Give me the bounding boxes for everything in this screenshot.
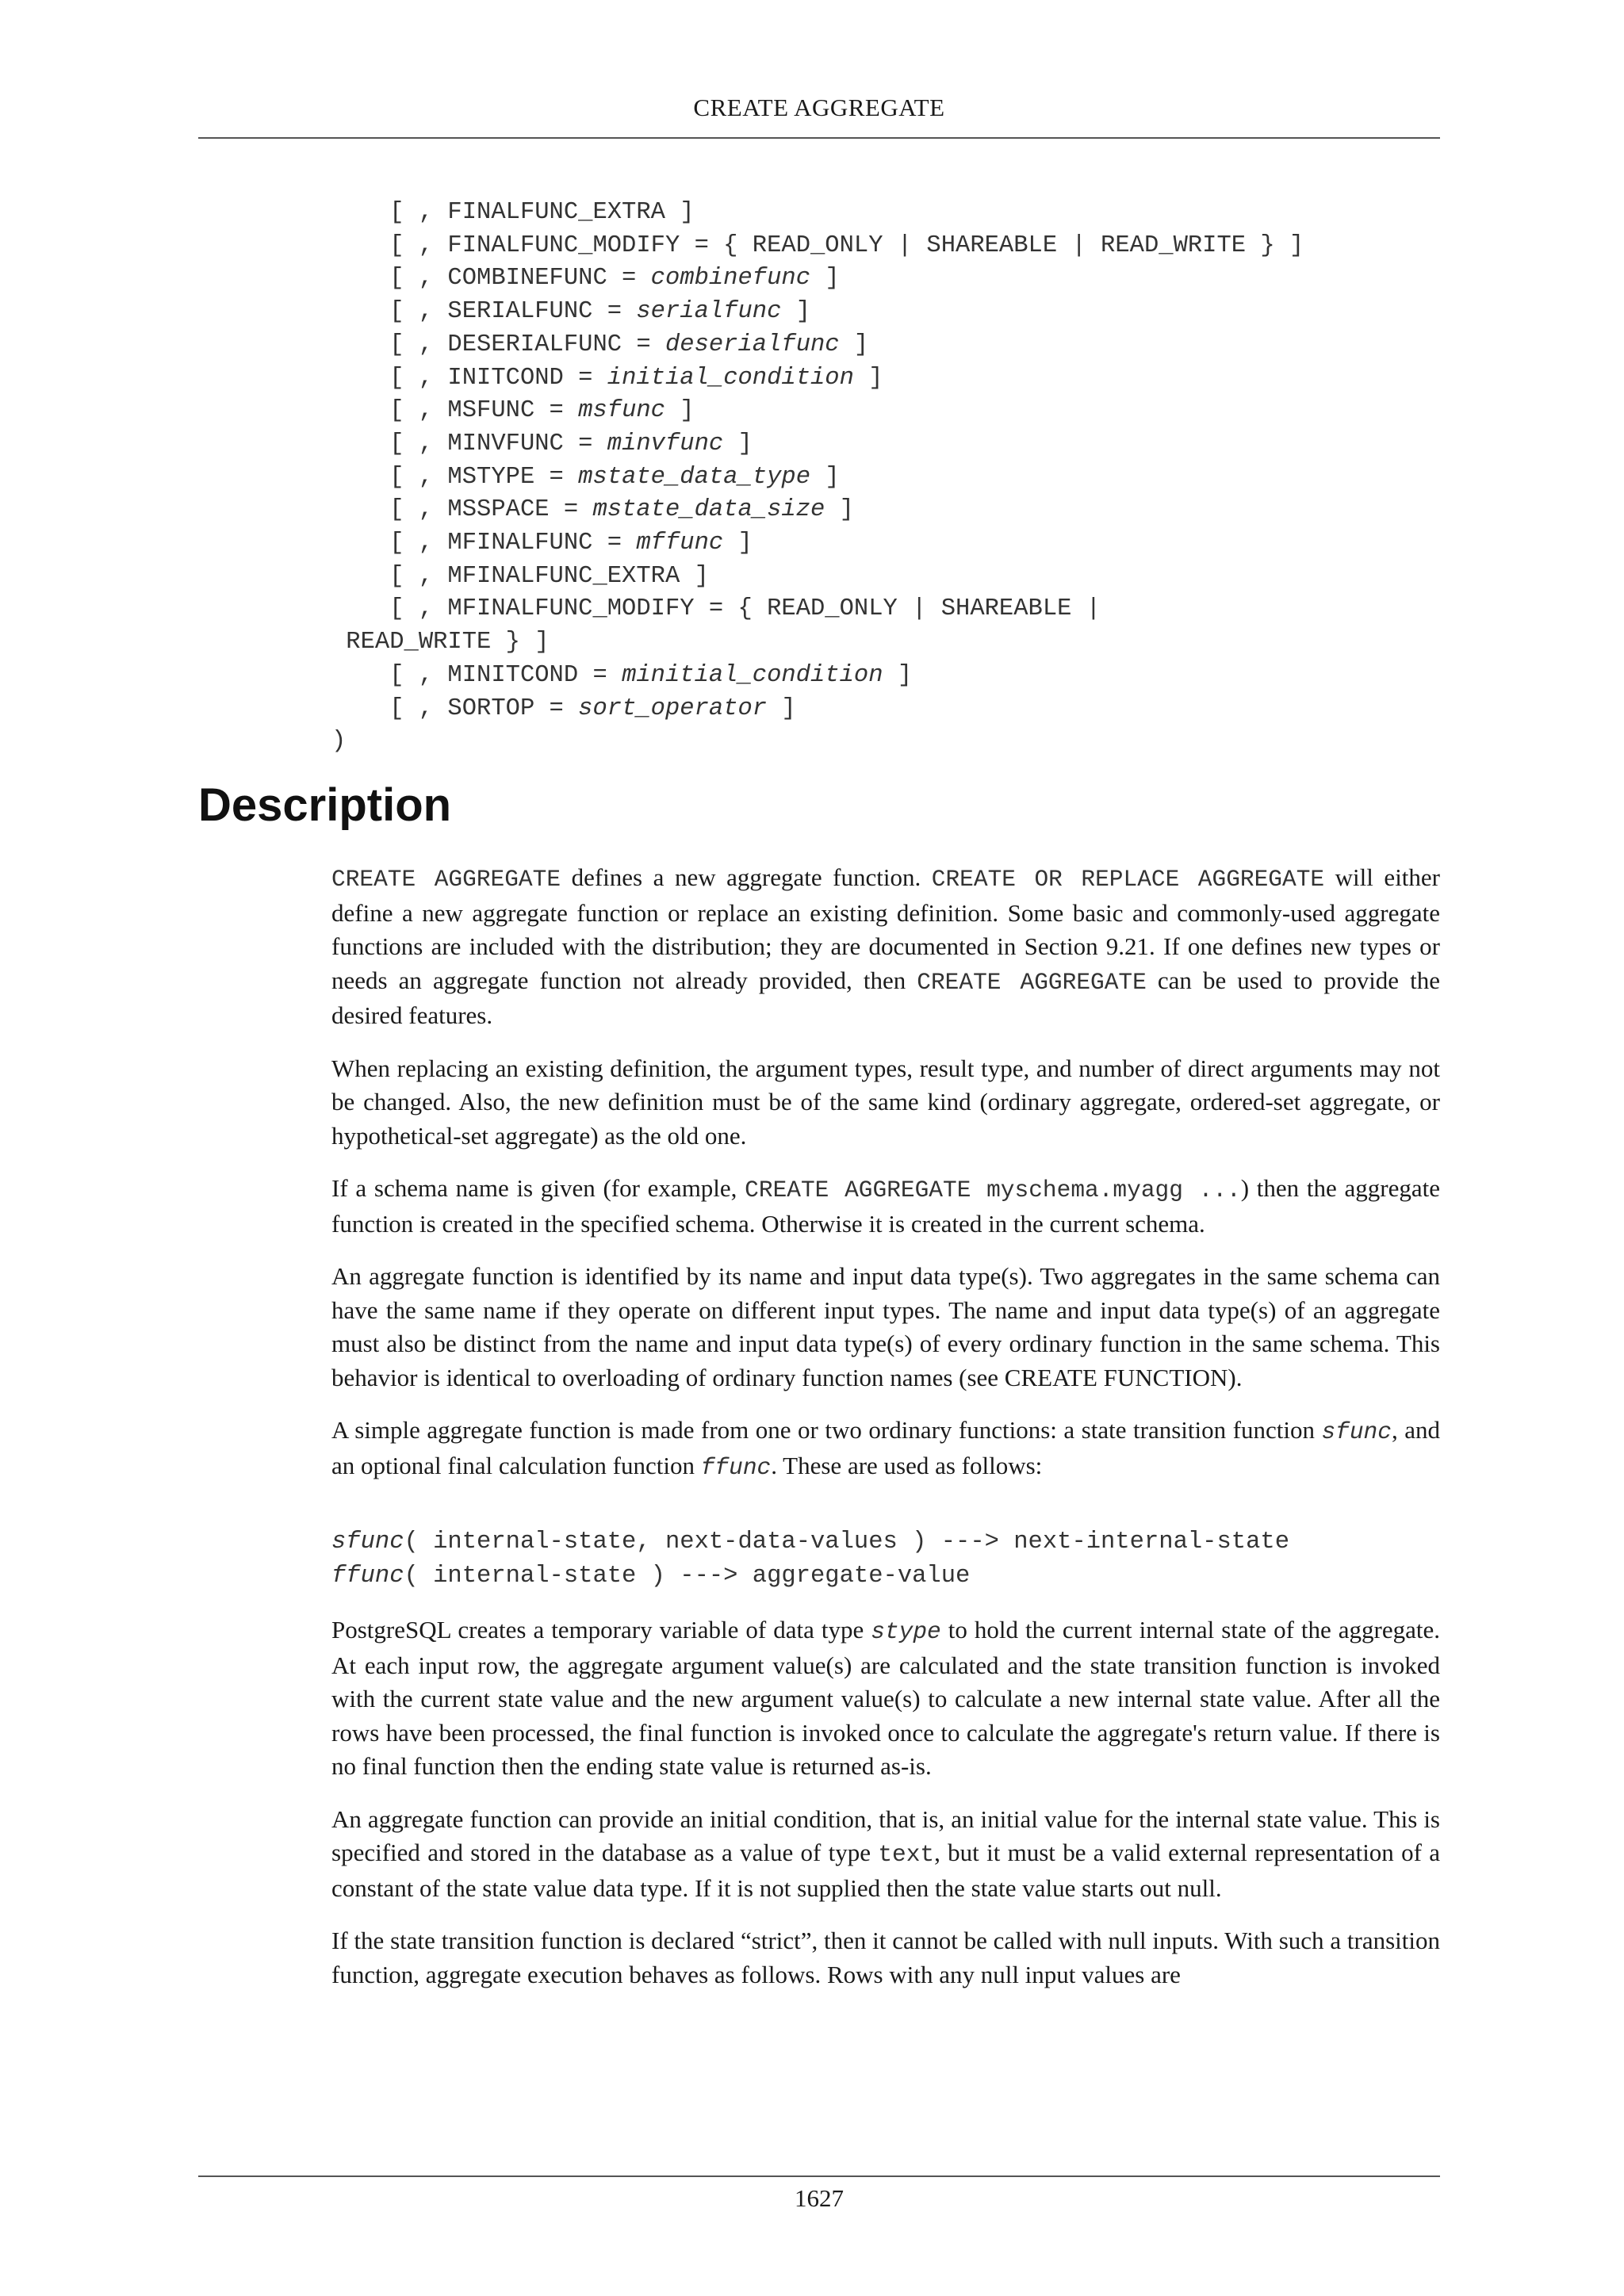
text-run: [ , COMBINEFUNC = [331, 265, 651, 293]
text-run: ] [839, 331, 869, 358]
text-run: [ , MSSPACE = [331, 496, 593, 524]
text-run: ( internal-state, next-data-values ) ---> next-internal-state [404, 1529, 1289, 1556]
inline-code: CREATE AGGREGATE [917, 968, 1147, 996]
paragraph [331, 1613, 1440, 1784]
synopsis-line [331, 265, 840, 292]
text-run: PostgreSQL creates a temporary variable of data type [331, 1616, 871, 1644]
text-run: A simple aggregate function is made from one or two ordinary functions: a state transition function [331, 1416, 1322, 1444]
text-run: ) then the aggregate function is created in the specified schema. Otherwise it is created in the current schema. [331, 1174, 1441, 1238]
footer-rule [198, 2175, 1440, 2177]
text-run: If a schema name is given (for example, [331, 1174, 745, 1202]
synopsis-line [331, 232, 1304, 259]
text-run: [ , FINALFUNC_EXTRA ] [331, 199, 695, 226]
synopsis-line [331, 595, 1101, 622]
running-header: CREATE AGGREGATE [693, 94, 945, 121]
text-run: will either define a new aggregate function or replace an existing definition. Some basic and commonly-used aggregate functions are included with the distribution; they are documented in Section 9.21. If one defines new types or needs an aggregate function not already provided, then [331, 863, 1441, 994]
synopsis-line [331, 728, 346, 755]
text-run: [ , MFINALFUNC = [331, 530, 637, 557]
text-run: ] [853, 364, 883, 392]
inline-code: text [878, 1841, 935, 1868]
synopsis-line [331, 662, 912, 689]
placeholder-term: combinefunc [650, 265, 811, 293]
placeholder-term: sort_operator [578, 695, 768, 722]
text-run: [ , MINITCOND = [331, 661, 622, 689]
text-run: An aggregate function can provide an initial condition, that is, an initial value for the internal state value. This is specified and stored in the database as a value of type [331, 1804, 1440, 1866]
placeholder-term: ffunc [331, 1562, 404, 1590]
text-run: ] [810, 265, 840, 293]
description-body [331, 861, 1440, 2011]
paragraph [331, 1172, 1440, 1241]
paragraph [331, 1414, 1440, 1484]
text-run: ] [723, 530, 753, 557]
synopsis-line [331, 695, 796, 722]
text-run: [ , MSTYPE = [331, 463, 579, 491]
paragraph [331, 1052, 1440, 1154]
text-run: defines a new aggregate function. [561, 863, 932, 891]
text-run: ( internal-state ) ---> aggregate-value [404, 1562, 971, 1590]
placeholder-term: mstate_data_type [578, 463, 811, 491]
synopsis-line [331, 629, 550, 656]
text-run: [ , FINALFUNC_MODIFY = { READ_ONLY | SHAREABLE | READ_WRITE } ] [331, 232, 1304, 259]
inline-code: CREATE AGGREGATE myschema.myagg ... [745, 1177, 1241, 1203]
synopsis-line [331, 365, 883, 392]
text-run: An aggregate function is identified by its name and input data type(s). Two aggregates in the same schema can have the same name if they operate on different input types. The name and input data type(s) of an aggregate must also be distinct from the name and input data type(s) of every ordinary function in the same schema. This behavior is identical to overloading of ordinary function names (see CREATE FUNCTION). [331, 1262, 1440, 1391]
placeholder-term: deserialfunc [665, 331, 840, 358]
synopsis-line [331, 430, 753, 457]
text-run: ] [665, 397, 695, 425]
text-run: ] [723, 430, 753, 457]
text-run: When replacing an existing definition, the argument types, result type, and number of direct arguments may not be changed. Also, the new definition must be of the same kind (ordinary aggregate, ordered-set aggregate, or hypothetical-set aggregate) as the old one. [331, 1054, 1440, 1150]
section-title: Description [198, 779, 452, 831]
synopsis-line [331, 530, 753, 557]
placeholder-term: initial_condition [607, 364, 854, 392]
text-run: If the state transition function is declared “strict”, then it cannot be called with null inputs. With such a transition function, aggregate execution behaves as follows. Rows with any null input values are [331, 1927, 1440, 1988]
inline-code: sfunc [1321, 1418, 1392, 1445]
placeholder-term: mstate_data_size [592, 496, 825, 524]
text-run: ] [883, 661, 913, 689]
inline-code: CREATE OR REPLACE AGGREGATE [931, 866, 1325, 893]
inline-code: stype [871, 1618, 941, 1645]
text-run: [ , MFINALFUNC_EXTRA ] [331, 562, 709, 590]
formula-line [331, 1525, 1440, 1559]
paragraph [331, 1260, 1440, 1395]
synopsis-line [331, 496, 854, 523]
text-run: [ , MFINALFUNC_MODIFY = { READ_ONLY | SHAREABLE | [331, 595, 1101, 623]
text-run: can be used to provide the desired features. [331, 966, 1440, 1029]
text-run: ) [331, 728, 347, 756]
text-run: [ , SERIALFUNC = [331, 298, 637, 326]
text-run: [ , DESERIALFUNC = [331, 331, 665, 358]
text-run: READ_WRITE } ] [331, 629, 550, 656]
inline-code: CREATE AGGREGATE [331, 866, 561, 893]
synopsis-line [331, 331, 868, 358]
placeholder-term: msfunc [578, 397, 665, 425]
synopsis-line [331, 397, 695, 424]
text-run: [ , SORTOP = [331, 695, 579, 722]
paragraph [331, 861, 1440, 1033]
paragraph [331, 1803, 1440, 1906]
text-run: to hold the current internal state of the aggregate. At each input row, the aggregate argument value(s) are calculated and the state transition function is invoked with the current state value and the new argument value(s) to calculate a new internal state value. After all the rows have been processed, the final function is invoked once to calculate the aggregate's return value. If there is no final function then the ending state value is returned as-is. [331, 1616, 1440, 1780]
text-run: , but it must be a valid external representation of a constant of the state value data type. If it is not supplied then the state value starts out null. [331, 1839, 1440, 1902]
synopsis-line [331, 563, 709, 590]
text-run: . These are used as follows: [771, 1451, 1043, 1479]
text-run: [ , MINVFUNC = [331, 430, 607, 457]
page-number: 1627 [795, 2184, 844, 2212]
placeholder-term: sfunc [331, 1529, 404, 1556]
state-transition-formula [331, 1525, 1440, 1593]
text-run: ] [781, 298, 811, 326]
text-run: [ , INITCOND = [331, 364, 607, 392]
placeholder-term: minvfunc [607, 430, 724, 457]
synopsis-code-block [331, 197, 1304, 759]
synopsis-line [331, 464, 840, 491]
formula-line [331, 1559, 1440, 1594]
synopsis-line [331, 199, 695, 226]
text-run: , and an optional final calculation function [331, 1416, 1440, 1479]
placeholder-term: mffunc [636, 530, 724, 557]
text-run: ] [767, 695, 796, 722]
placeholder-term: minitial_condition [622, 661, 883, 689]
inline-code: ffunc [700, 1453, 772, 1481]
paragraph [331, 1924, 1440, 1992]
text-run: [ , MSFUNC = [331, 397, 579, 425]
header-rule [198, 137, 1440, 139]
text-run: ] [825, 496, 854, 524]
placeholder-term: serialfunc [636, 298, 782, 326]
text-run: ] [810, 463, 840, 491]
synopsis-line [331, 298, 810, 325]
